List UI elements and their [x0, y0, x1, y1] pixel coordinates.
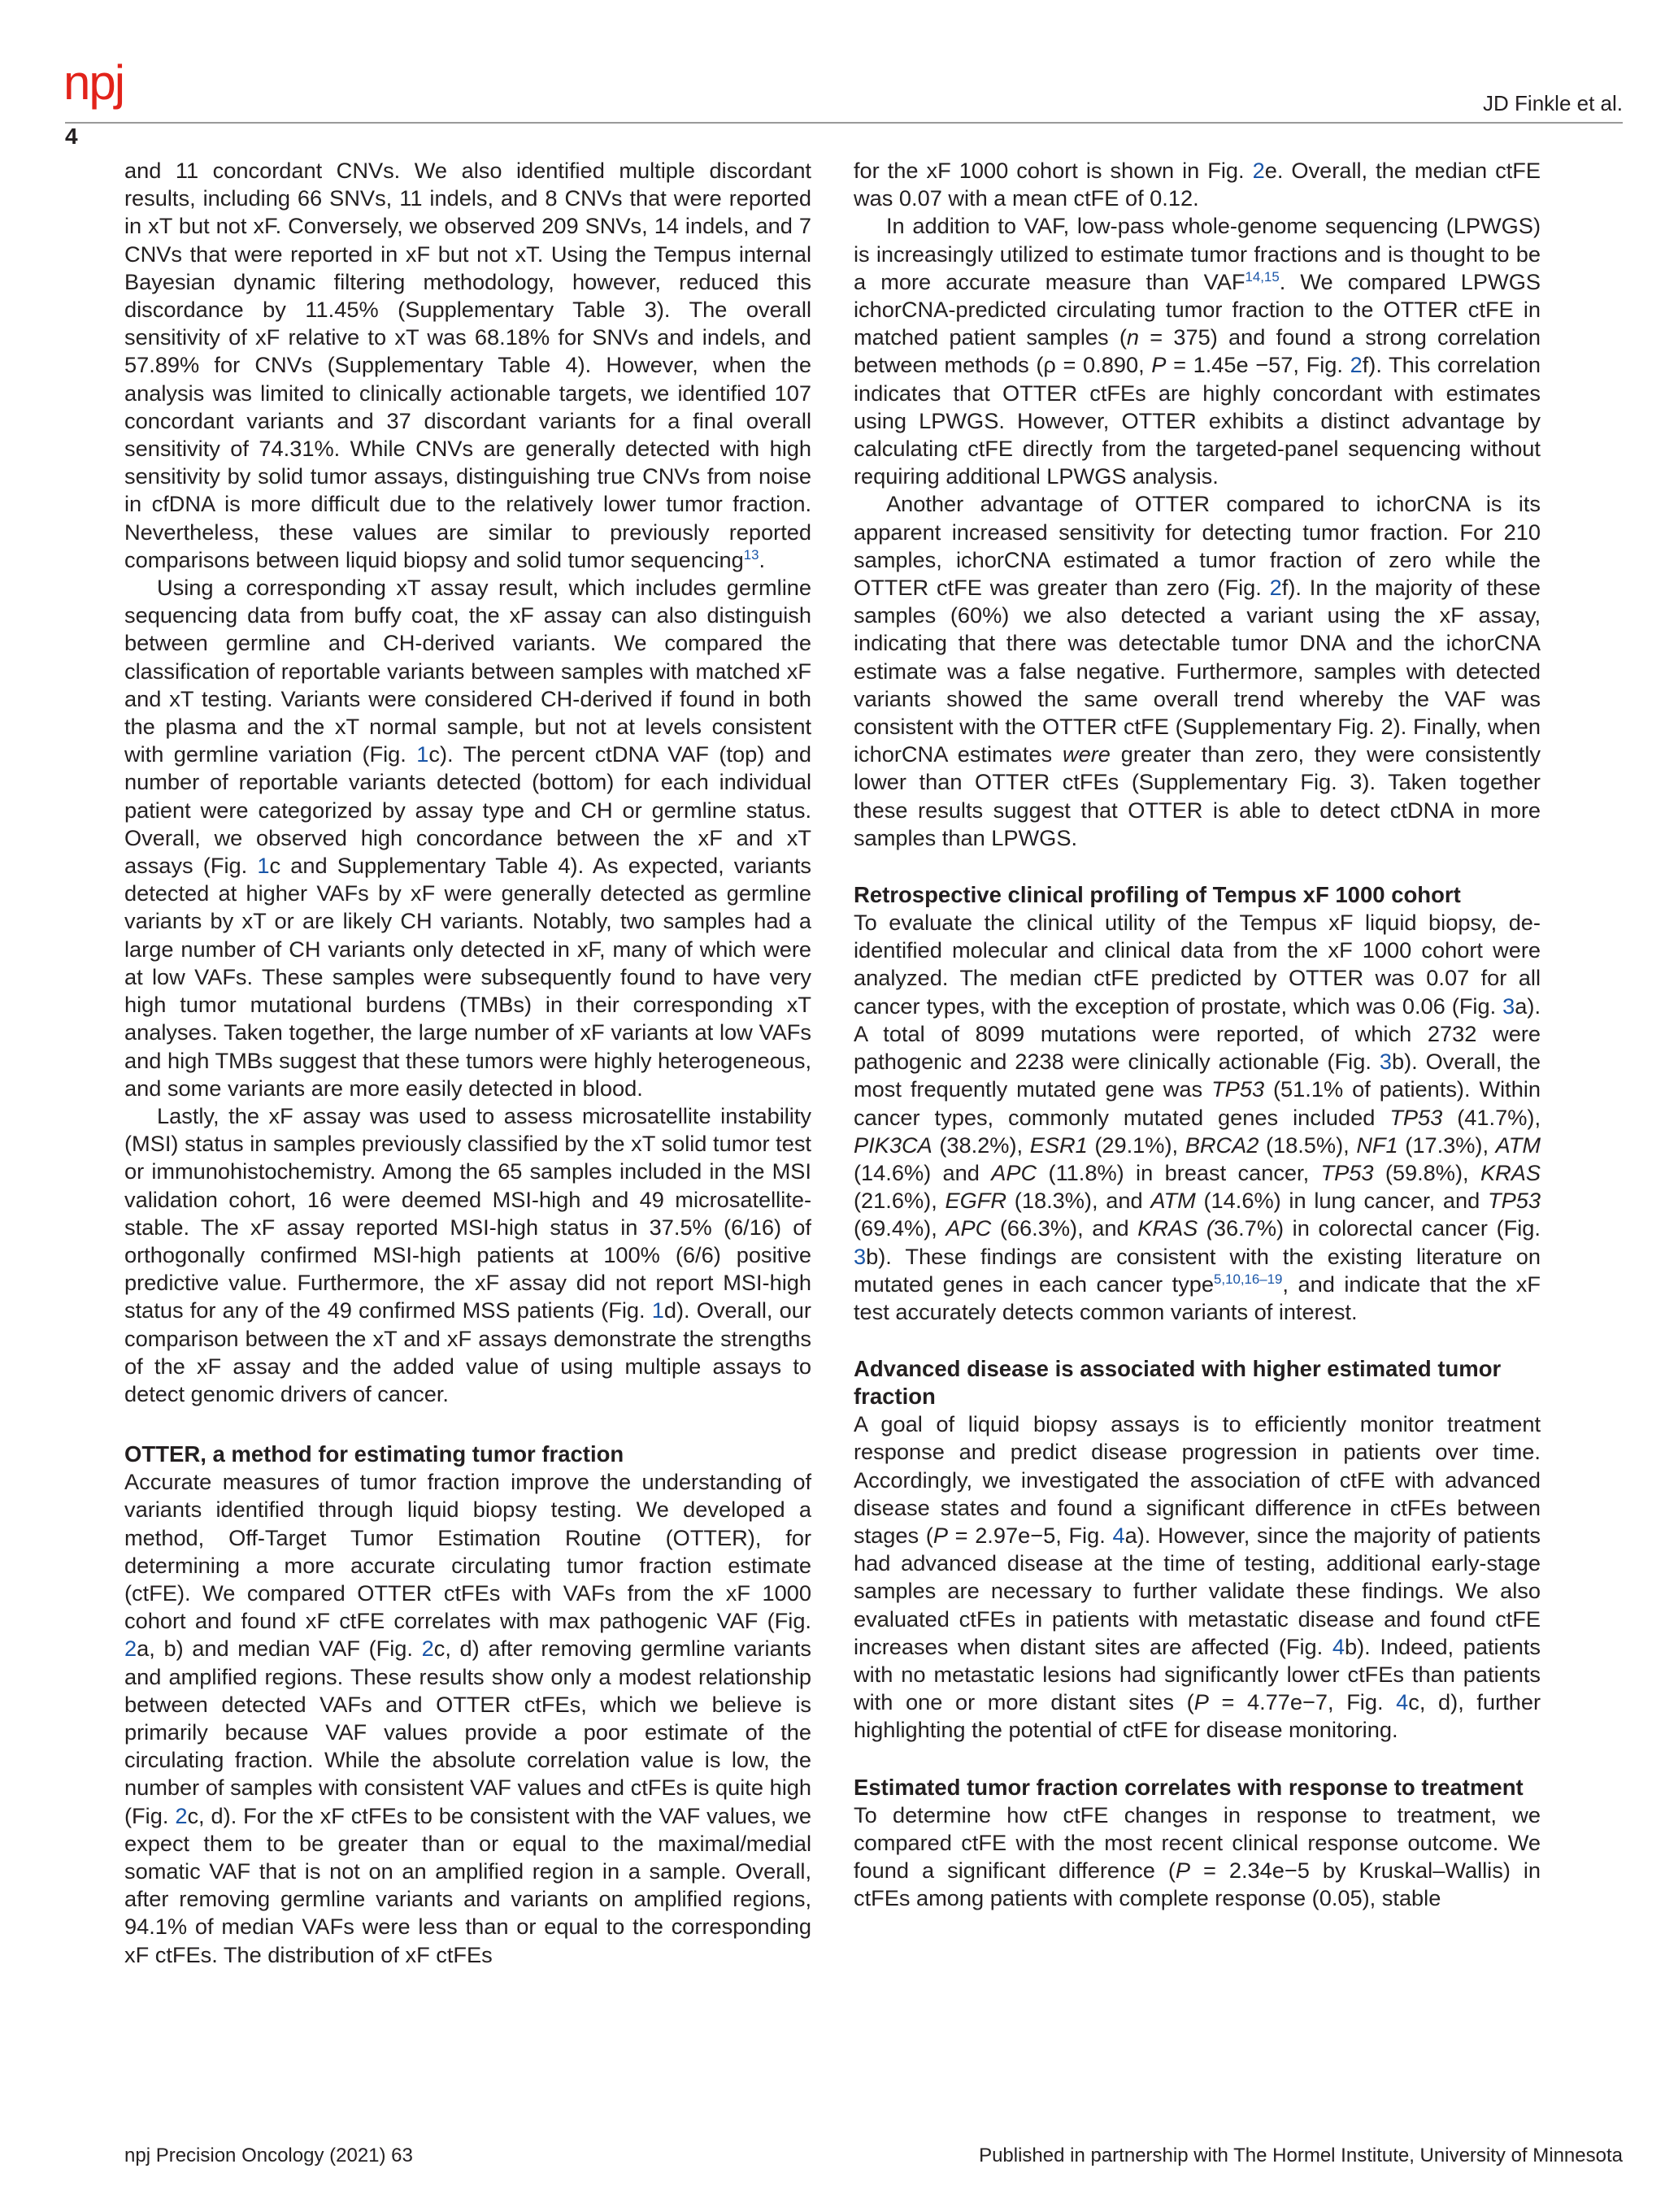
- paragraph: A goal of liquid biopsy assays is to efficiently monitor treatment response and predict disease progression in patients over time. Accordingly, we investigated the association of ctFE with advanced disease states and found a significant difference in ctFEs between stages (P = 2.97e−5, Fig. 4a). However, since the majority of patients had advanced disease at the time of testing, additional early-stage samples are necessary to further validate these findings. We also evaluated ctFEs in patients with metastatic disease and found ctFE increases when distant sites are affected (Fig. 4b). Indeed, patients with no metastatic lesions had significantly lower ctFEs than patients with one or more distant sites (P = 4.77e−7, Fig. 4c, d), further highlighting the potential of ctFE for disease monitoring.: [854, 1411, 1541, 1743]
- figure-link[interactable]: 2: [1252, 158, 1265, 183]
- footer-journal-citation: npj Precision Oncology (2021) 63: [124, 2145, 413, 2166]
- figure-link[interactable]: 2: [175, 1802, 188, 1828]
- figure-link[interactable]: 4: [1332, 1633, 1345, 1659]
- figure-link[interactable]: 4: [1396, 1689, 1409, 1715]
- footer-publisher-note: Published in partnership with The Hormel Institute, University of Minnesota: [979, 2145, 1623, 2166]
- figure-link[interactable]: 1: [651, 1297, 664, 1323]
- page-number: 4: [65, 124, 78, 149]
- citation-link[interactable]: 5,10,16–19: [1214, 1271, 1283, 1287]
- journal-logo: npj: [63, 55, 124, 110]
- figure-link[interactable]: 4: [1112, 1522, 1125, 1548]
- paragraph: Using a corresponding xT assay result, which includes germline sequencing data from buffy coat, the xF assay can also distinguish between germline and CH-derived variants. We compared the classification of reportable variants between samples with matched xF and xT testing. Variants were considered CH-derived if found in both the plasma and the xT normal sample, but not at levels consistent with germline variation (Fig. 1c). The percent ctDNA VAF (top) and number of reportable variants detected (bottom) for each individual patient were categorized by assay type and CH or germline status. Overall, we observed high concordance between the xF and xT assays (Fig. 1c and Supplementary Table 4). As expected, variants detected at higher VAFs by xF were generally detected as germline variants by xT or are likely CH variants. Notably, two samples had a large number of CH variants only detected in xF, many of which were at low VAFs. These samples were subsequently found to have very high tumor mutational burdens (TMBs) in their corresponding xT analyses. Taken together, the large number of xF variants at low VAFs and high TMBs suggest that these tumors were highly heterogeneous, and some variants are more easily detected in blood.: [124, 575, 811, 1101]
- figure-link[interactable]: 3: [1379, 1049, 1392, 1075]
- paragraph: and 11 concordant CNVs. We also identified multiple discordant results, including 66 SNVs, 11 indels, and 8 CNVs that were reported in xT but not xF. Conversely, we observed 209 SNVs, 14 indels, and 7 CNVs that were reported in xF but not xT. Using the Tempus internal Bayesian dynamic filtering methodology, however, reduced this discordance by 11.45% (Supplementary Table 3). The overall sensitivity of xF relative to xT was 68.18% for SNVs and indels, and 57.89% for CNVs (Supplementary Table 4). However, when the analysis was limited to clinically actionable targets, we identified 107 concordant variants and 37 discordant variants for a final overall sensitivity of 74.31%. While CNVs are generally detected with high sensitivity by solid tumor assays, distinguishing true CNVs from noise in cfDNA is more difficult due to the relatively lower tumor fraction. Nevertheless, these values are similar to previously reported comparisons between liquid biopsy and solid tumor sequencing$^{13}$.: [124, 158, 811, 572]
- citation-link[interactable]: 14,15: [1245, 268, 1280, 285]
- figure-link[interactable]: 3: [854, 1243, 867, 1269]
- section-heading-otter: OTTER, a method for estimating tumor fraction: [124, 1441, 624, 1467]
- figure-link[interactable]: 2: [1269, 575, 1282, 601]
- figure-link[interactable]: 1: [416, 741, 429, 767]
- figure-link[interactable]: 1: [257, 853, 270, 879]
- paragraph: Lastly, the xF assay was used to assess microsatellite instability (MSI) status in samples previously classified by the xT solid tumor test or immunohistochemistry. Among the 65 samples included in the MSI validation cohort, 16 were deemed MSI-high and 49 microsatellite-stable. The xF assay reported MSI-high status in 37.5% (6/16) of orthogonally confirmed MSI-high patients at 100% (6/6) positive predictive value. Furthermore, the xF assay did not report MSI-high status for any of the 49 confirmed MSS patients (Fig. 1d). Overall, our comparison between the xT and xF assays demonstrate the strengths of the xF assay and the added value of using multiple assays to detect genomic drivers of cancer.: [124, 1102, 811, 1406]
- paragraph: To determine how ctFE changes in response to treatment, we compared ctFE with the most recent clinical response outcome. We found a significant difference (P = 2.34e−5 by Kruskal–Wallis) in ctFEs among patients with complete response (0.05), stable: [854, 1801, 1541, 1911]
- paragraph: Accurate measures of tumor fraction improve the understanding of variants identified through liquid biopsy testing. We developed a method, Off-Target Tumor Estimation Routine (OTTER), for determining a more accurate circulating tumor fraction estimate (ctFE). We compared OTTER ctFEs with VAFs from the xF 1000 cohort and found xF ctFE correlates with max pathogenic VAF (Fig. 2a, b) and median VAF (Fig. 2c, d) after removing germline variants and amplified regions. These results show only a modest relationship between detected VAFs and OTTER ctFEs, which we believe is primarily because VAF values provide a poor estimate of the circulating fraction. While the absolute correlation value is low, the number of samples with consistent VAF values and ctFEs is quite high (Fig. 2c, d). For the xF ctFEs to be consistent with the VAF values, we expect them to be greater than or equal to the maximal/medial somatic VAF that is not on an amplified region in a sample. Overall, after removing germline variants and variants on amplified regions, 94.1% of median VAFs were less than or equal to the corresponding xF ctFEs. The distribution of xF ctFEs: [124, 1469, 811, 1967]
- header-rule: [65, 122, 1623, 124]
- figure-link[interactable]: 2: [421, 1636, 434, 1662]
- paragraph: To evaluate the clinical utility of the Tempus xF liquid biopsy, de-identified molecular and clinical data from the xF 1000 cohort were analyzed. The median ctFE predicted by OTTER was 0.07 for all cancer types, with the exception of prostate, which was 0.06 (Fig. 3a). A total of 8099 mutations were reported, of which 2732 were pathogenic and 2238 were clinically actionable (Fig. 3b). Overall, the most frequently mutated gene was TP53 (51.1% of patients). Within cancer types, commonly mutated genes included TP53 (41.7%), PIK3CA (38.2%), ESR1 (29.1%), BRCA2 (18.5%), NF1 (17.3%), ATM (14.6%) and APC (11.8%) in breast cancer, TP53 (59.8%), KRAS (21.6%), EGFR (18.3%), and ATM (14.6%) in lung cancer, and TP53 (69.4%), APC (66.3%), and KRAS (36.7%) in colorectal cancer (Fig. 3b). These findings are consistent with the existing literature on mutated genes in each cancer type$^{5,10,16-19}$, and indicate that the xF test accurately detects common variants of interest.: [854, 910, 1541, 1324]
- figure-link[interactable]: 2: [1350, 352, 1363, 378]
- paragraph: In addition to VAF, low-pass whole-genome sequencing (LPWGS) is increasingly utilized to estimate tumor fractions and is thought to be a more accurate measure than VAF$^{14,15}$. We compared LPWGS ichorCNA-predicted circulating tumor fraction to the OTTER ctFE in matched patient samples (n = 375) and found a strong correlation between methods (ρ = 0.890, P = 1.45e −57, Fig. 2f). This correlation indicates that OTTER ctFEs are highly concordant with estimates using LPWGS. However, OTTER exhibits a distinct advantage by calculating ctFE directly from the targeted-panel sequencing without requiring additional LPWGS analysis.: [854, 213, 1541, 489]
- figure-link[interactable]: 2: [124, 1636, 137, 1662]
- section-heading-response: Estimated tumor fraction correlates with response to treatment: [854, 1774, 1524, 1800]
- figure-link[interactable]: 3: [1502, 993, 1515, 1019]
- right-column: [854, 157, 1541, 1912]
- section-heading-retrospective: Retrospective clinical profiling of Tempus xF 1000 cohort: [854, 882, 1461, 908]
- paragraph: Another advantage of OTTER compared to ichorCNA is its apparent increased sensitivity for detecting tumor fraction. For 210 samples, ichorCNA estimated a tumor fraction of zero while the OTTER ctFE was greater than zero (Fig. 2f). In the majority of these samples (60%) we also detected a variant using the xF assay, indicating that there was detectable tumor DNA and the ichorCNA estimate was a false negative. Furthermore, samples with detected variants showed the same overall trend whereby the VAF was consistent with the OTTER ctFE (Supplementary Fig. 2). Finally, when ichorCNA estimates were greater than zero, they were consistently lower than OTTER ctFEs (Supplementary Fig. 3). Taken together these results suggest that OTTER is able to detect ctDNA in more samples than LPWGS.: [854, 491, 1541, 850]
- left-column: [124, 157, 811, 1969]
- running-head: JD Finkle et al.: [1483, 91, 1623, 115]
- paragraph: for the xF 1000 cohort is shown in Fig. 2e. Overall, the median ctFE was 0.07 with a mean ctFE of 0.12.: [854, 158, 1541, 211]
- citation-link[interactable]: 13: [743, 546, 759, 563]
- section-heading-advanced-disease: Advanced disease is associated with higher estimated tumor fraction: [854, 1356, 1502, 1410]
